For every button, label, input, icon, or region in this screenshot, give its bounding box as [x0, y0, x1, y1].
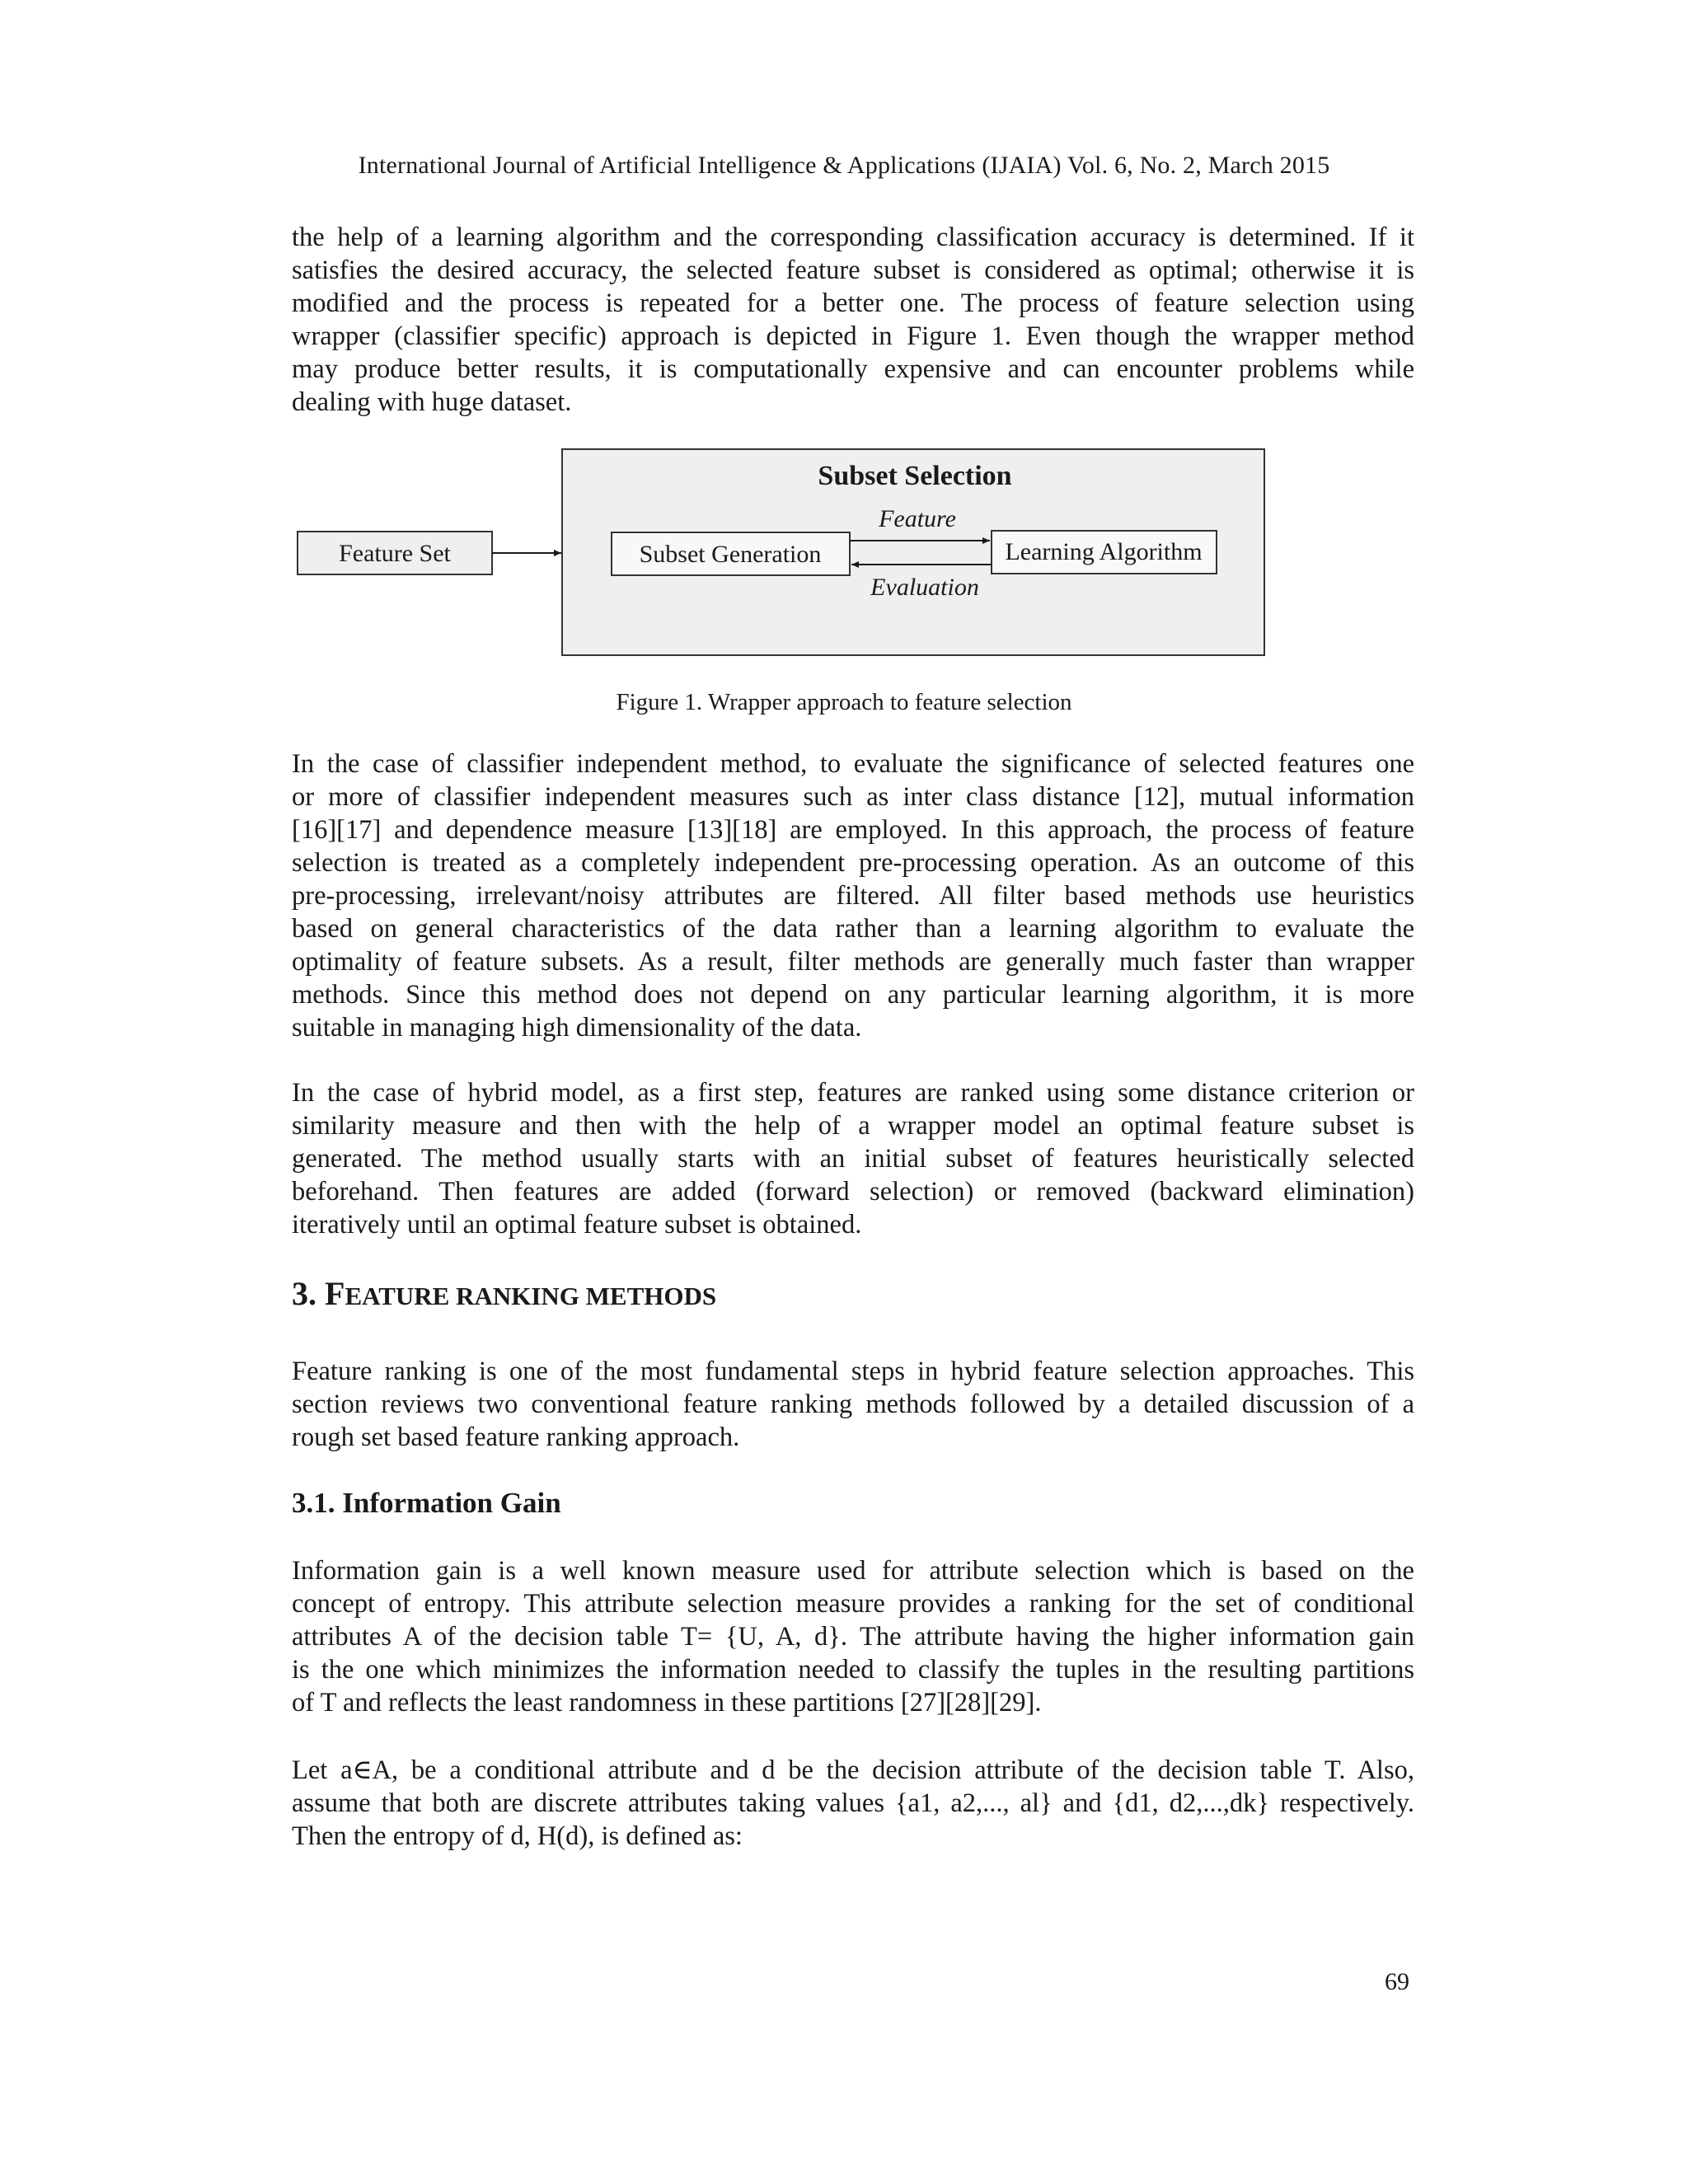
text-line: Information gain is a well known measure used for attribute selection which is based on the: [292, 1556, 1414, 1586]
text-line: suitable in managing high dimensionality of the data.: [292, 1013, 862, 1043]
paragraph-wrapper-continuation: [292, 221, 1414, 419]
text-line: Feature ranking is one of the most fundamental steps in hybrid feature selection approaches. This: [292, 1357, 1414, 1386]
text-line: may produce better results, it is computationally expensive and can encounter problems while: [292, 354, 1414, 384]
section-number: 3.: [292, 1275, 316, 1312]
text-line: iteratively until an optimal feature subset is obtained.: [292, 1210, 862, 1240]
text-line: concept of entropy. This attribute selection measure provides a ranking for the set of conditional: [292, 1589, 1414, 1619]
text-line: dealing with huge dataset.: [292, 387, 572, 417]
text-line: wrapper (classifier specific) approach is depicted in Figure 1. Even though the wrapper method: [292, 321, 1414, 351]
text-line: optimality of feature subsets. As a result, filter methods are generally much faster than wrapper: [292, 947, 1414, 977]
text-line: methods. Since this method does not depend on any particular learning algorithm, it is more: [292, 980, 1414, 1010]
subset-selection-title: Subset Selection: [818, 461, 1012, 491]
page-number: 69: [1385, 1968, 1409, 1995]
paragraph-feature-ranking-intro: [292, 1355, 1414, 1454]
feature-set-label: Feature Set: [339, 540, 451, 567]
text-line: Then the entropy of d, H(d), is defined as:: [292, 1821, 743, 1851]
text-line: rough set based feature ranking approach.: [292, 1422, 740, 1452]
text-line: attributes A of the decision table T= {U, A, d}. The attribute having the higher information gain: [292, 1622, 1414, 1652]
wrapper-approach-diagram: [293, 445, 1269, 659]
paragraph-hybrid-model: [292, 1076, 1414, 1241]
text-line: similarity measure and then with the help of a wrapper model an optimal feature subset is: [292, 1111, 1414, 1141]
paragraph-classifier-independent: [292, 748, 1414, 1044]
text-line: assume that both are discrete attributes taking values {a1, a2,..., al} and {d1, d2,...,dk} respectively.: [292, 1788, 1414, 1818]
evaluation-arrow-label: Evaluation: [870, 574, 979, 601]
text-line: [16][17] and dependence measure [13][18] are employed. In this approach, the process of feature: [292, 815, 1414, 845]
text-line: is the one which minimizes the information needed to classify the tuples in the resulting partitions: [292, 1655, 1414, 1685]
text-line: selection is treated as a completely independent pre-processing operation. As an outcome of this: [292, 848, 1414, 878]
learning-algorithm-label: Learning Algorithm: [1005, 538, 1203, 565]
text-line: modified and the process is repeated for a better one. The process of feature selection using: [292, 288, 1414, 318]
text-line: satisfies the desired accuracy, the selected feature subset is considered as optimal; otherwise it is: [292, 255, 1414, 285]
text-line: Let a∈A, be a conditional attribute and d be the decision attribute of the decision table T. Also,: [292, 1755, 1414, 1785]
text-line: beforehand. Then features are added (forward selection) or removed (backward elimination): [292, 1177, 1414, 1207]
text-line: pre-processing, irrelevant/noisy attributes are filtered. All filter based methods use heuristics: [292, 881, 1414, 911]
section-heading-feature-ranking: [292, 1274, 716, 1313]
text-line: generated. The method usually starts with an initial subset of features heuristically selected: [292, 1144, 1414, 1174]
paragraph-entropy-definition: [292, 1754, 1414, 1853]
text-line: section reviews two conventional feature ranking methods followed by a detailed discussion of a: [292, 1390, 1414, 1419]
section-title-rest: EATURE RANKING METHODS: [345, 1282, 717, 1310]
text-line: or more of classifier independent measures such as inter class distance [12], mutual information: [292, 782, 1414, 812]
text-line: In the case of hybrid model, as a first step, features are ranked using some distance criterion or: [292, 1078, 1414, 1108]
paragraph-information-gain: [292, 1554, 1414, 1719]
text-line: of T and reflects the least randomness in these partitions [27][28][29].: [292, 1688, 1042, 1718]
text-line: In the case of classifier independent method, to evaluate the significance of selected features one: [292, 749, 1414, 779]
subset-generation-label: Subset Generation: [639, 541, 822, 568]
text-line: the help of a learning algorithm and the corresponding classification accuracy is determined. If it: [292, 223, 1414, 252]
feature-arrow-label: Feature: [879, 505, 956, 532]
running-header: International Journal of Artificial Intelligence & Applications (IJAIA) Vol. 6, No. 2, March 2015: [358, 152, 1330, 179]
section-title-initial: F: [325, 1275, 345, 1312]
text-line: based on general characteristics of the data rather than a learning algorithm to evaluate the: [292, 914, 1414, 944]
figure-caption: Figure 1. Wrapper approach to feature selection: [616, 689, 1072, 715]
subsection-heading-information-gain: 3.1. Information Gain: [292, 1487, 561, 1519]
